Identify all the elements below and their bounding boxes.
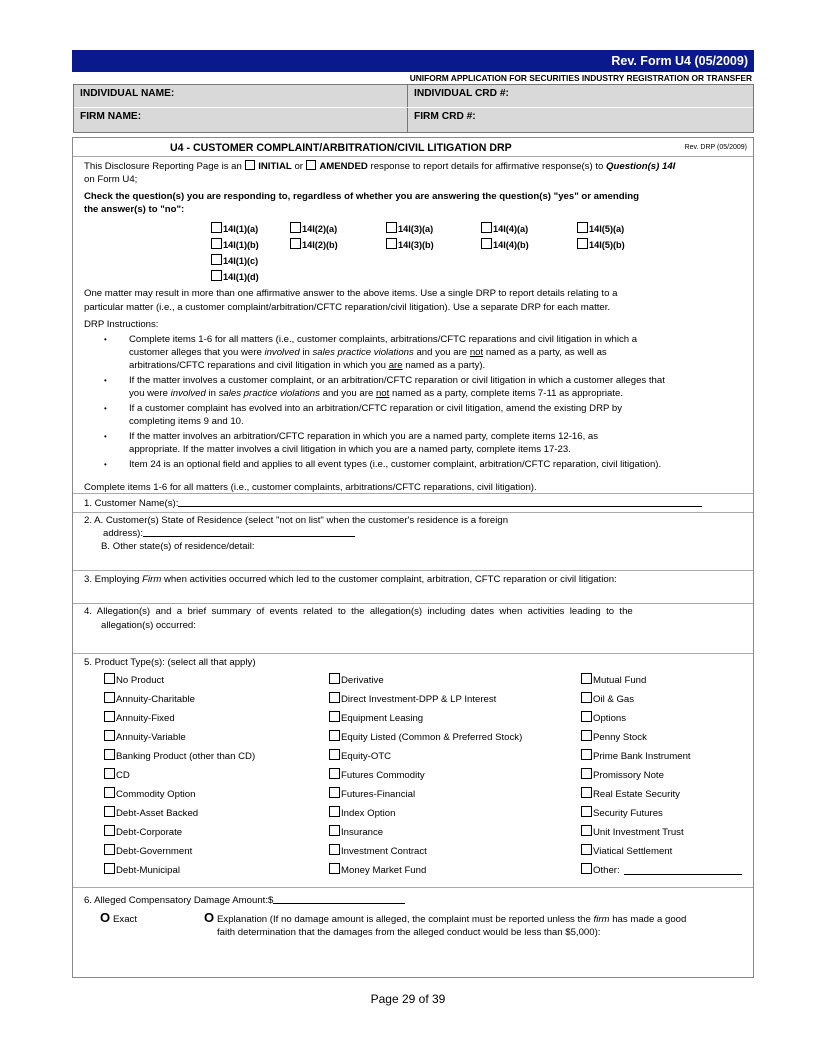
item-3-employing-firm: 3. Employing Firm when activities occurred which led to the customer complaint, arbitration, CFTC reparation or civil litigation: [84,574,617,585]
question-checkbox[interactable] [211,222,222,233]
product-checkbox[interactable] [329,863,340,874]
product-checkbox[interactable] [581,806,592,817]
instruction-1-line-3: arbitrations/CFTC reparations and civil litigation in which you are named as a party). [129,360,486,371]
product-label: No Product [116,675,164,686]
instruction-1-line-2: customer alleges that you were involved in sales practice violations and you are not named as a party, as well as [129,347,607,358]
product-checkbox[interactable] [329,692,340,703]
bullet-icon: • [104,335,107,344]
instruction-2-line-2: you were involved in sales practice violations and you are not named as a party, complete items 7-11 as appropriate. [129,388,624,399]
drp-form [72,137,754,978]
item-4-allegations-line-2: allegation(s) occurred: [101,620,196,631]
product-checkbox[interactable] [581,711,592,722]
check-instruction-line-2: the answer(s) to "no": [84,204,185,215]
drp-revision: Rev. DRP (05/2009) [684,144,747,151]
question-label: 14I(3)(a) [398,224,434,234]
individual-name-field[interactable]: INDIVIDUAL NAME: [80,88,175,99]
item-1-customer-name: 1. Customer Name(s): [84,497,702,510]
product-label: Futures-Financial [341,789,416,800]
drp-instructions-heading: DRP Instructions: [84,319,159,330]
product-label: Equipment Leasing [341,713,424,724]
product-checkbox[interactable] [104,806,115,817]
product-label: Unit Investment Trust [593,827,684,838]
instruction-4-line-2: appropriate. If the matter involves a civil litigation in which you are a named party, complete items 17-23. [129,444,571,455]
product-label: Viatical Settlement [593,846,673,857]
intro-line-1: This Disclosure Reporting Page is an INITIAL or AMENDED response to report details for affirmative response(s) to Question(s) 14I [84,161,676,172]
item-2a-line-1: 2. A. Customer(s) State of Residence (select "not on list" when the customer's residence is a foreign [84,515,509,526]
product-label: Prime Bank Instrument [593,751,691,762]
product-label: Annuity-Charitable [116,694,195,705]
product-checkbox[interactable] [104,787,115,798]
question-label: 14I(1)(c) [223,256,259,266]
item-5-product-types: 5. Product Type(s): (select all that apply) [84,657,256,668]
form-revision-banner [72,50,754,72]
complete-all-note: Complete items 1-6 for all matters (i.e., customer complaints, arbitrations/CFTC reparations, civil litigation). [84,482,537,493]
product-label: Debt-Corporate [116,827,183,838]
question-label: 14I(2)(a) [302,224,338,234]
question-label: 14I(5)(b) [589,240,625,250]
bullet-icon: • [104,460,107,469]
check-instruction-line-1: Check the question(s) you are responding to, regardless of whether you are answering the question(s) "yes" or amending [84,191,639,202]
exact-radio[interactable]: O [100,910,111,925]
item-6-damage-amount: 6. Alleged Compensatory Damage Amount:$ [84,894,405,907]
product-checkbox[interactable] [581,749,592,760]
product-label: Options [593,713,627,724]
product-checkbox[interactable] [581,692,592,703]
form-revision: Rev. Form U4 (05/2009) [611,54,748,68]
product-label: Promissory Note [593,770,664,781]
drp-header [73,138,753,157]
question-label: 14I(4)(b) [493,240,529,250]
product-checkbox[interactable] [104,863,115,874]
product-label: Oil & Gas [593,694,635,705]
question-checkbox[interactable] [290,222,301,233]
product-checkbox[interactable] [104,692,115,703]
product-label: Commodity Option [116,789,196,800]
question-checkbox[interactable] [481,222,492,233]
question-checkbox[interactable] [211,238,222,249]
question-checkbox[interactable] [577,222,588,233]
customer-name-input[interactable] [178,497,702,507]
question-label: 14I(5)(a) [589,224,625,234]
product-label: Mutual Fund [593,675,647,686]
instruction-1-line-1: Complete items 1-6 for all matters (i.e., customer complaints, arbitrations/CFTC reparations and civil litigation in which a [129,334,638,345]
question-checkbox[interactable] [211,254,222,265]
explanation-radio[interactable]: O [204,910,215,925]
bullet-icon: • [104,432,107,441]
product-checkbox[interactable] [329,787,340,798]
product-label: Index Option [341,808,396,819]
product-checkbox[interactable] [104,711,115,722]
initial-label: INITIAL [258,161,292,172]
question-checkbox[interactable] [481,238,492,249]
product-checkbox[interactable] [329,768,340,779]
product-checkbox[interactable] [581,844,592,855]
item-2b-other-states: B. Other state(s) of residence/detail: [101,541,255,552]
product-checkbox[interactable] [329,673,340,684]
product-label: CD [116,770,130,781]
product-label: Banking Product (other than CD) [116,751,256,762]
product-label: Security Futures [593,808,663,819]
question-checkbox[interactable] [386,238,397,249]
exact-label: Exact [113,914,137,925]
product-label: Direct Investment-DPP & LP Interest [341,694,497,705]
bullet-icon: • [104,376,107,385]
question-checkbox[interactable] [211,270,222,281]
product-label: Equity-OTC [341,751,392,762]
question-checkbox[interactable] [290,238,301,249]
instruction-2-line-1: If the matter involves a customer complaint, or an arbitration/CFTC reparation or civil litigation in which a customer alleges that [129,375,665,386]
bullet-icon: • [104,404,107,413]
firm-crd-field[interactable]: FIRM CRD #: [407,108,753,132]
firm-name-field[interactable]: FIRM NAME: [80,111,142,122]
product-checkbox[interactable] [581,730,592,741]
product-checkbox[interactable] [104,844,115,855]
product-checkbox[interactable] [329,806,340,817]
question-label: 14I(3)(b) [398,240,434,250]
explanation-line-1: Explanation (If no damage amount is alleged, the complaint must be reported unless the firm has made a good [217,914,687,925]
item-4-allegations-line-1: 4. Allegation(s) and a brief summary of events related to the allegation(s) including dates when activities leading to the [84,606,633,617]
product-checkbox[interactable] [329,749,340,760]
product-checkbox[interactable] [104,825,115,836]
intro-line-2: on Form U4; [84,174,138,185]
product-label: Annuity-Fixed [116,713,175,724]
product-label: Money Market Fund [341,865,427,876]
initial-checkbox[interactable] [245,160,255,170]
product-checkbox[interactable] [329,711,340,722]
product-checkbox[interactable] [581,673,592,684]
product-label: Other: [593,865,620,876]
individual-crd-field[interactable]: INDIVIDUAL CRD #: [407,85,753,107]
product-checkbox[interactable] [581,787,592,798]
amended-label: AMENDED [319,161,368,172]
product-checkbox[interactable] [581,863,592,874]
question-label: 14I(2)(b) [302,240,338,250]
product-label: Real Estate Security [593,789,680,800]
product-checkbox[interactable] [329,730,340,741]
product-label: Derivative [341,675,384,686]
question-checkbox[interactable] [386,222,397,233]
page-number: Page 29 of 39 [370,992,446,1006]
product-checkbox[interactable] [104,730,115,741]
question-checkbox[interactable] [577,238,588,249]
product-checkbox[interactable] [104,768,115,779]
instruction-5-line-1: Item 24 is an optional field and applies to all event types (i.e., customer complaint, arbitration/CFTC reparation, civil litigation). [129,459,662,470]
product-label: Annuity-Variable [116,732,186,743]
instruction-4-line-1: If the matter involves an arbitration/CFTC reparation in which you are a named party, complete items 12-16, as [129,431,599,442]
product-checkbox[interactable] [329,825,340,836]
product-checkbox[interactable] [104,673,115,684]
amended-checkbox[interactable] [306,160,316,170]
product-checkbox[interactable] [581,768,592,779]
product-label: Insurance [341,827,384,838]
instruction-3-line-1: If a customer complaint has evolved into an arbitration/CFTC reparation or civil litigation, amend the existing DRP by [129,403,623,414]
uniform-title: UNIFORM APPLICATION FOR SECURITIES INDUSTRY REGISTRATION OR TRANSFER [409,73,752,83]
identification-table [73,84,754,133]
instruction-3-line-2: completing items 9 and 10. [129,416,244,427]
product-label: Debt-Government [116,846,193,857]
product-label: Debt-Municipal [116,865,180,876]
question-label: 14I(1)(b) [223,240,259,250]
damage-amount-input[interactable] [273,894,405,904]
product-checkbox[interactable] [329,844,340,855]
product-label: Equity Listed (Common & Preferred Stock) [341,732,523,743]
product-label: Investment Contract [341,846,427,857]
other-product-input[interactable] [624,865,742,875]
drp-title: U4 - CUSTOMER COMPLAINT/ARBITRATION/CIVIL LITIGATION DRP [170,142,512,154]
question-label: 14I(1)(a) [223,224,259,234]
explanation-line-2: faith determination that the damages from the alleged conduct would be less than $5,000): [217,927,601,938]
one-matter-line-2: particular matter (i.e., a customer complaint/arbitration/CFTC reparation/civil litigation). Use a separate DRP for each matter. [84,302,611,313]
question-reference: Question(s) 14I [606,161,676,172]
question-label: 14I(1)(d) [223,272,259,282]
product-checkbox[interactable] [581,825,592,836]
question-label: 14I(4)(a) [493,224,529,234]
product-label: Debt-Asset Backed [116,808,199,819]
product-label: Futures Commodity [341,770,425,781]
product-checkbox[interactable] [104,749,115,760]
state-of-residence-input[interactable] [143,527,355,537]
item-2a-line-2: address): [103,527,355,540]
one-matter-line-1: One matter may result in more than one affirmative answer to the above items. Use a single DRP to report details relating to a [84,288,618,299]
product-label: Penny Stock [593,732,647,743]
